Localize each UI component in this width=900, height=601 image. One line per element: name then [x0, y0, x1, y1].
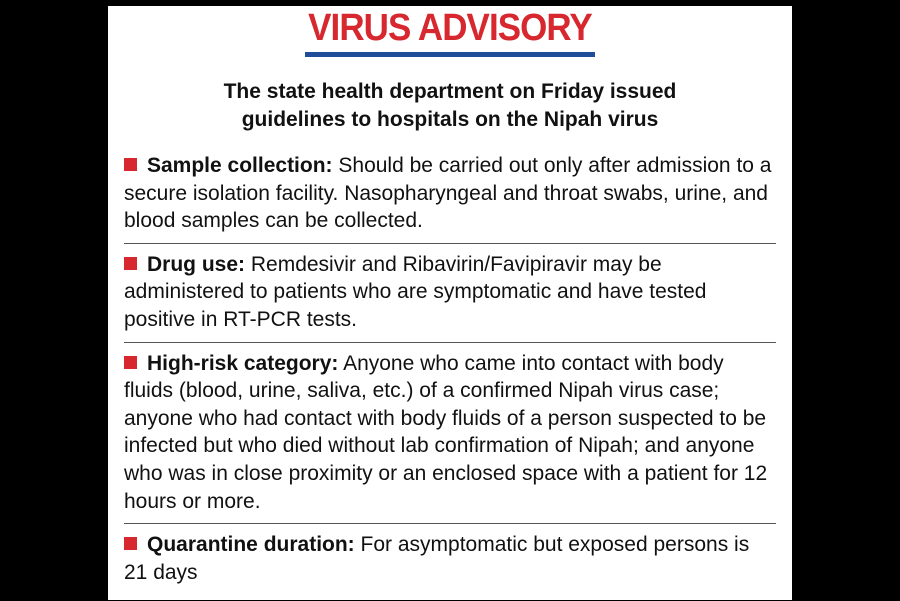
guideline-text: Remdesivir and Ribavirin/Favipiravir may be administered to patients who are symptomatic and have tested positive in RT-PCR tests. [124, 252, 707, 331]
guideline-text: Should be carried out only after admission to a secure isolation facility. Nasopharyngeal and throat swabs, urine, and blood samples can be collected. [124, 154, 772, 233]
guideline-text: For asymptomatic but exposed persons is 21 days [124, 533, 750, 584]
guideline-label: Sample collection: [147, 154, 333, 177]
title-underline [305, 52, 595, 57]
red-square-bullet-icon [124, 356, 137, 369]
red-square-bullet-icon [124, 158, 137, 171]
red-square-bullet-icon [124, 537, 137, 550]
guideline-label: Drug use: [147, 252, 246, 276]
red-square-bullet-icon [124, 257, 137, 270]
guideline-item-drug-use [124, 251, 776, 343]
advisory-intro: The state health department on Friday issued guidelines to hospitals on the Nipah virus [223, 80, 677, 131]
guideline-label: Quarantine duration: [147, 533, 355, 557]
guideline-item-quarantine-duration [124, 531, 776, 594]
advisory-card [108, 6, 792, 600]
guideline-item-sample-collection [124, 152, 776, 244]
guideline-text: Anyone who came into contact with body fluids (blood, urine, saliva, etc.) of a confirmed Nipah virus case; anyone who had contact with body fluids of a person suspected to be infected but who died without lab confirmation of Nipah; and anyone who was in close proximity or an enclosed space with a patient for 12 hours or more. [124, 351, 768, 513]
guideline-item-high-risk-category [124, 350, 776, 525]
guideline-list [124, 152, 776, 601]
advisory-title: VIRUS ADVISORY [308, 7, 592, 49]
guideline-label: High-risk category: [147, 351, 339, 375]
